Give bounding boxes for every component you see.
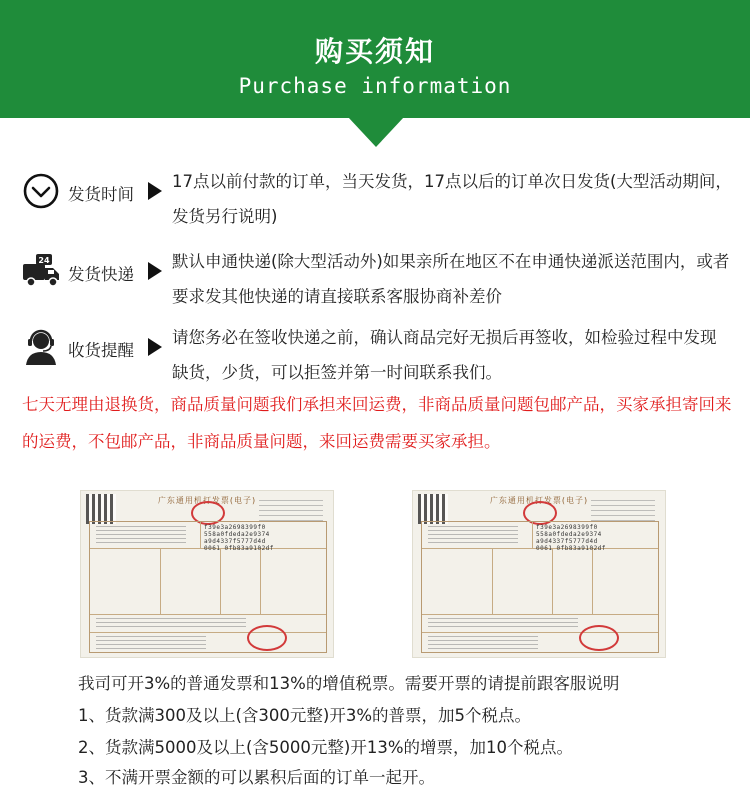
header-banner xyxy=(0,0,750,118)
info-text: 17点以前付款的订单，当天发货，17点以后的订单次日发货(大型活动期间，发货另行说明) xyxy=(172,172,732,226)
invoice-note-intro: 我司可开3%的普通发票和13%的增值税票。需要开票的请提前跟客服说明 xyxy=(78,674,620,693)
seal-stamp xyxy=(579,625,619,651)
invoice-table xyxy=(89,521,327,653)
invoice-meta xyxy=(259,500,323,522)
invoice-note-item: 2、货款满5000及以上(含5000元整)开13%的增票，加10个税点。 xyxy=(78,738,574,757)
info-text: 默认申通快递(除大型活动外)如果亲所在地区不在申通快递派送范围内，或者要求发其他快递的请直接联系客服协商补差价 xyxy=(172,252,730,306)
arrow-right-icon xyxy=(148,182,162,200)
header-pointer xyxy=(348,117,404,147)
seal-stamp xyxy=(247,625,287,651)
invoice-meta xyxy=(591,500,655,522)
clock-check-icon xyxy=(22,172,60,210)
svg-text:24: 24 xyxy=(38,256,50,265)
page-title: 购买须知 xyxy=(314,35,435,68)
customer-service-headset-icon xyxy=(22,328,60,366)
info-label: 发货快递 xyxy=(68,265,134,284)
invoice-table xyxy=(421,521,659,653)
invoice-code: f39e3a2698399f0 558a0fdeda2e9374 a9d4337f5777d4d 0061 0fb83a9102df xyxy=(204,524,274,552)
invoice-code: f39e3a2698399f0 558a0fdeda2e9374 a9d4337f5777d4d 0061 0fb83a9102df xyxy=(536,524,606,552)
invoice-note-item: 1、货款满300及以上(含300元整)开3%的普票，加5个税点。 xyxy=(78,706,532,725)
delivery-truck-24h-icon xyxy=(22,252,60,290)
invoice-title: 广东通用机打发票(电子) xyxy=(489,496,589,505)
invoice-note-item: 3、不满开票金额的可以累积后面的订单一起开。 xyxy=(78,768,435,787)
arrow-right-icon xyxy=(148,262,162,280)
arrow-right-icon xyxy=(148,338,162,356)
return-policy-text: 七天无理由退换货，商品质量问题我们承担来回运费，非商品质量问题包邮产品，买家承担寄回来的运费，不包邮产品，非商品质量问题，来回运费需要买家承担。 xyxy=(22,395,732,451)
page-subtitle: Purchase information xyxy=(238,74,512,98)
invoice-title: 广东通用机打发票(电子) xyxy=(157,496,257,505)
invoice-sample-image xyxy=(80,490,334,658)
invoice-sample-image xyxy=(412,490,666,658)
info-text: 请您务必在签收快递之前，确认商品完好无损后再签收，如检验过程中发现缺货，少货，可以拒签并第一时间联系我们。 xyxy=(172,328,717,382)
info-label: 收货提醒 xyxy=(68,341,134,360)
info-label: 发货时间 xyxy=(68,185,134,204)
